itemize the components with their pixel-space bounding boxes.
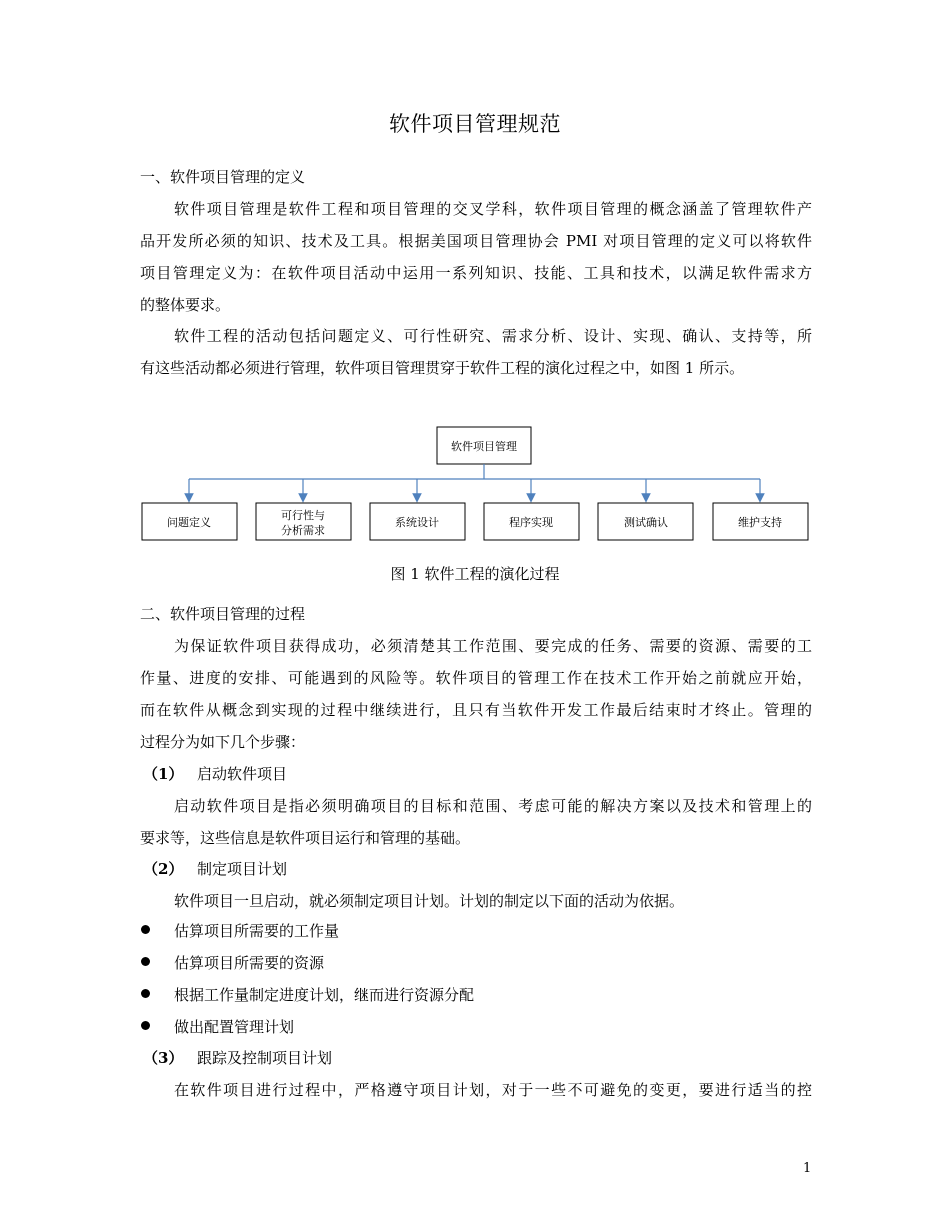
paragraph-line: 在软件项目进行过程中，严格遵守项目计划，对于一些不可避免的变更，要进行适当的控	[174, 1081, 812, 1099]
paragraph-line: 启动软件项目是指必须明确项目的目标和范围、考虑可能的解决方案以及技术和管理上的	[174, 797, 812, 815]
svg-text:可行性与: 可行性与	[281, 509, 325, 522]
svg-text:维护支持: 维护支持	[738, 516, 782, 529]
diagram-node-problem-definition	[142, 503, 237, 540]
step-1-heading	[143, 763, 288, 784]
list-item: 估算项目所需要的资源	[174, 954, 325, 972]
figure-caption: 图 1 软件工程的演化过程	[390, 565, 560, 583]
paragraph-line: 过程分为如下几个步骤：	[140, 733, 306, 751]
step-title: 制定项目计划	[197, 860, 288, 878]
paragraph-line: 作量、进度的安排、可能遇到的风险等。软件项目的管理工作在技术工作开始之前就应开始，	[140, 669, 812, 687]
diagram-root-node	[437, 427, 531, 464]
bullet-dot	[141, 925, 150, 934]
diagram-node-system-design	[370, 503, 465, 540]
list-item: 估算项目所需要的工作量	[174, 922, 340, 940]
list-item: 做出配置管理计划	[174, 1018, 295, 1036]
page-number: 1	[803, 1161, 812, 1176]
diagram-node-implementation	[484, 503, 579, 540]
paragraph-line: 品开发所必须的知识、技术及工具。根据美国项目管理协会 PMI 对项目管理的定义可以将软件	[140, 232, 812, 250]
step-3-heading	[143, 1047, 333, 1068]
paragraph-line: 为保证软件项目获得成功，必须清楚其工作范围、要完成的任务、需要的资源、需要的工	[174, 637, 812, 655]
diagram-connectors	[189, 464, 760, 498]
page-title: 软件项目管理规范	[389, 112, 561, 136]
bullet-dot	[141, 1021, 150, 1030]
diagram-root-label: 软件项目管理	[451, 440, 517, 453]
section-1-heading: 一、软件项目管理的定义	[140, 168, 306, 186]
paragraph-line: 项目管理定义为：在软件项目活动中运用一系列知识、技能、工具和技术，以满足软件需求方	[140, 264, 812, 282]
svg-text:测试确认: 测试确认	[624, 516, 668, 529]
diagram-node-testing	[598, 503, 693, 540]
step-number: （2）	[143, 860, 184, 878]
list-item: 根据工作量制定进度计划，继而进行资源分配	[174, 986, 475, 1004]
paragraph-line: 软件工程的活动包括问题定义、可行性研究、需求分析、设计、实现、确认、支持等，所	[174, 327, 812, 345]
step-title: 启动软件项目	[197, 765, 288, 783]
bullet-dot	[141, 957, 150, 966]
step-2-heading	[143, 858, 288, 879]
paragraph-line: 而在软件从概念到实现的过程中继续进行，且只有当软件开发工作最后结束时才终止。管理的	[140, 701, 812, 719]
step-number: （1）	[143, 765, 184, 783]
paragraph-line: 有这些活动都必须进行管理，软件项目管理贯穿于软件工程的演化过程之中，如图 1 所示。	[140, 359, 745, 377]
evolution-diagram	[0, 0, 950, 560]
section-2-heading: 二、软件项目管理的过程	[140, 605, 306, 623]
paragraph-line: 要求等，这些信息是软件项目运行和管理的基础。	[140, 829, 471, 847]
svg-text:问题定义: 问题定义	[167, 516, 211, 529]
svg-text:程序实现: 程序实现	[509, 516, 553, 529]
bullet-dot	[141, 989, 150, 998]
step-number: （3）	[143, 1049, 184, 1067]
diagram-node-feasibility	[256, 503, 351, 540]
svg-text:系统设计: 系统设计	[395, 516, 439, 529]
diagram-node-maintenance	[713, 503, 808, 540]
svg-text:分析需求: 分析需求	[281, 524, 325, 537]
paragraph-line: 的整体要求。	[140, 296, 231, 314]
step-title: 跟踪及控制项目计划	[197, 1049, 333, 1067]
paragraph-line: 软件项目管理是软件工程和项目管理的交叉学科，软件项目管理的概念涵盖了管理软件产	[174, 200, 812, 218]
paragraph-line: 软件项目一旦启动，就必须制定项目计划。计划的制定以下面的活动为依据。	[174, 892, 685, 910]
